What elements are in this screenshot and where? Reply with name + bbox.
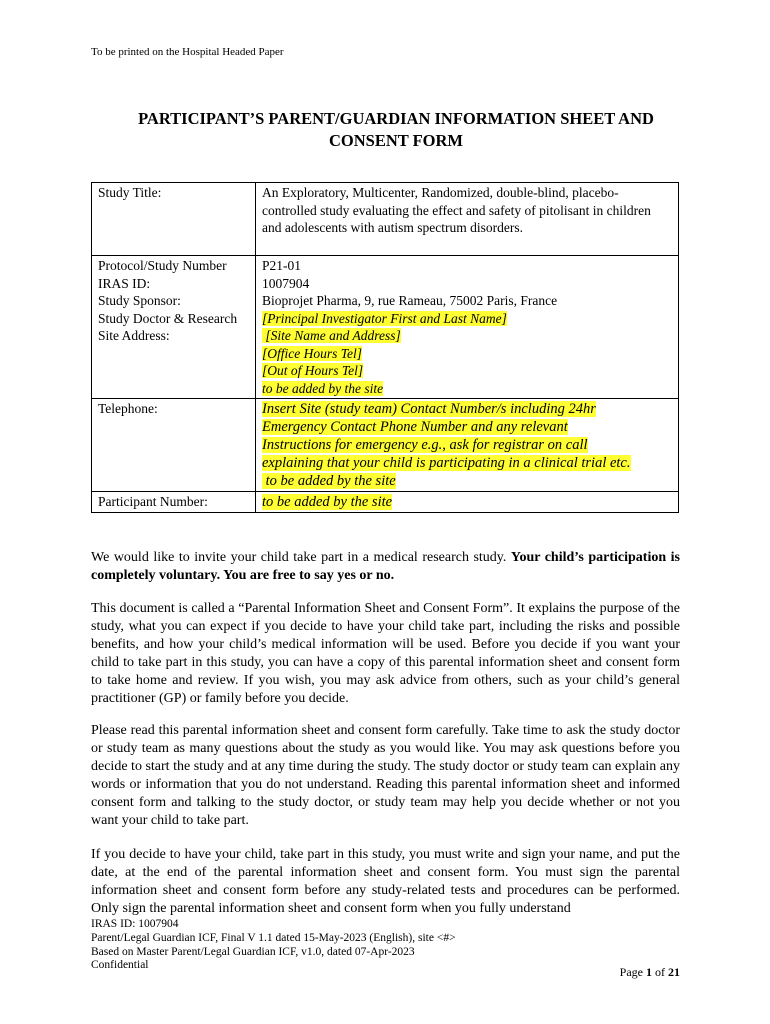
paragraph-purpose: This document is called a “Parental Information Sheet and Consent Form”. It explains the purpose of the study, what you can expect if you decide to have your child take part, including the risks and possible benefits, and how your child’s medical information will be used. Before you decide if you want your child to take part in this study, you can have a copy of this parental information sheet and consent form to take home and review. If you wish, you may ask advice from others, such as your child’s general practitioner (GP) or family before you decide. <box>91 601 680 706</box>
office-tel-placeholder: [Office Hours Tel] <box>262 345 363 361</box>
paragraph-read-carefully: Please read this parental information sheet and consent form carefully. Take time to ask the study doctor or study team as many questions about the study as you would like. You may ask questions before you decide to start the study and at any time during the study. The study doctor or study team can explain any words or information that you do not understand. Reading this parental information sheet and informed consent form and talking to the study doctor, or study team may help you decide whether or not you want your child to take part. <box>91 723 680 828</box>
title-line-2: CONSENT FORM <box>329 131 463 150</box>
page-current: 1 <box>646 965 652 980</box>
paragraph-invite <box>91 549 680 585</box>
study-info-table <box>91 182 679 513</box>
telephone-line: Instructions for emergency e.g., ask for registrar on call <box>262 437 588 453</box>
telephone-label: Telephone: <box>92 399 256 492</box>
study-title-line: and adolescents with autism spectrum disorders. <box>262 220 523 235</box>
iras-value: 1007904 <box>262 275 310 291</box>
table-row-participant <box>92 492 679 513</box>
iras-label: IRAS ID: <box>98 275 151 291</box>
voluntary-text: Your child’s participation is completely voluntary. You are free to say yes or no. <box>91 550 680 583</box>
footer-version: Parent/Legal Guardian ICF, Final V 1.1 dated 15-May-2023 (English), site <#> <box>91 931 456 944</box>
telephone-line: Emergency Contact Phone Number and any relevant <box>262 419 568 435</box>
header-note: To be printed on the Hospital Headed Paper <box>91 46 284 58</box>
protocol-value: P21-01 <box>262 258 302 273</box>
site-added-note: to be added by the site <box>262 380 384 396</box>
page-word: Page <box>619 965 646 980</box>
table-row-protocol <box>92 256 679 399</box>
telephone-value <box>256 399 679 492</box>
site-address-label: Site Address: <box>98 328 170 343</box>
paragraph-sign: If you decide to have your child, take part in this study, you must write and sign your name, and put the date, at the end of the parental information sheet and consent form. You must sign the parental information sheet and consent form before any study-related tests and procedures can be performed. Only sign the parental information sheet and consent form when you fully understand <box>91 847 680 916</box>
site-placeholder: [Site Name and Address] <box>262 328 401 343</box>
sponsor-value: Bioprojet Pharma, 9, rue Rameau, 75002 Paris, France <box>262 293 558 308</box>
protocol-labels <box>92 256 256 399</box>
footer-master: Based on Master Parent/Legal Guardian ICF, v1.0, dated 07-Apr-2023 <box>91 945 415 958</box>
table-row-telephone <box>92 399 679 492</box>
invite-text: We would like to invite your child take part in a medical research study. <box>91 550 511 565</box>
title-line-1: PARTICIPANT’S PARENT/GUARDIAN INFORMATION SHEET AND <box>138 109 654 128</box>
study-title-line: controlled study evaluating the effect and safety of pitolisant in children <box>262 202 651 218</box>
out-of-hours-placeholder: [Out of Hours Tel] <box>262 363 364 378</box>
participant-value: to be added by the site <box>262 494 393 510</box>
protocol-values <box>256 256 679 399</box>
study-title-value <box>256 183 679 256</box>
telephone-line: to be added by the site <box>262 473 396 489</box>
page-number <box>620 966 680 980</box>
participant-label: Participant Number: <box>92 492 256 513</box>
participant-value-cell <box>256 492 679 513</box>
page-of: of <box>652 965 668 980</box>
table-row-study-title <box>92 183 679 256</box>
sponsor-label: Study Sponsor: <box>98 293 181 308</box>
study-title-label: Study Title: <box>92 183 256 256</box>
document-title <box>91 108 701 152</box>
page-footer <box>91 918 680 980</box>
doctor-placeholder: [Principal Investigator First and Last Name] <box>262 310 507 326</box>
doctor-label: Study Doctor & Research <box>98 310 238 326</box>
footer-confidential: Confidential <box>91 959 149 972</box>
telephone-line: Insert Site (study team) Contact Number/s including 24hr <box>262 401 596 417</box>
page-total: 21 <box>668 965 680 980</box>
footer-iras: IRAS ID: 1007904 <box>91 918 179 930</box>
study-title-line: An Exploratory, Multicenter, Randomized, double-blind, placebo- <box>262 185 619 200</box>
telephone-line: explaining that your child is participating in a clinical trial etc. <box>262 455 631 471</box>
protocol-label: Protocol/Study Number <box>98 258 227 273</box>
